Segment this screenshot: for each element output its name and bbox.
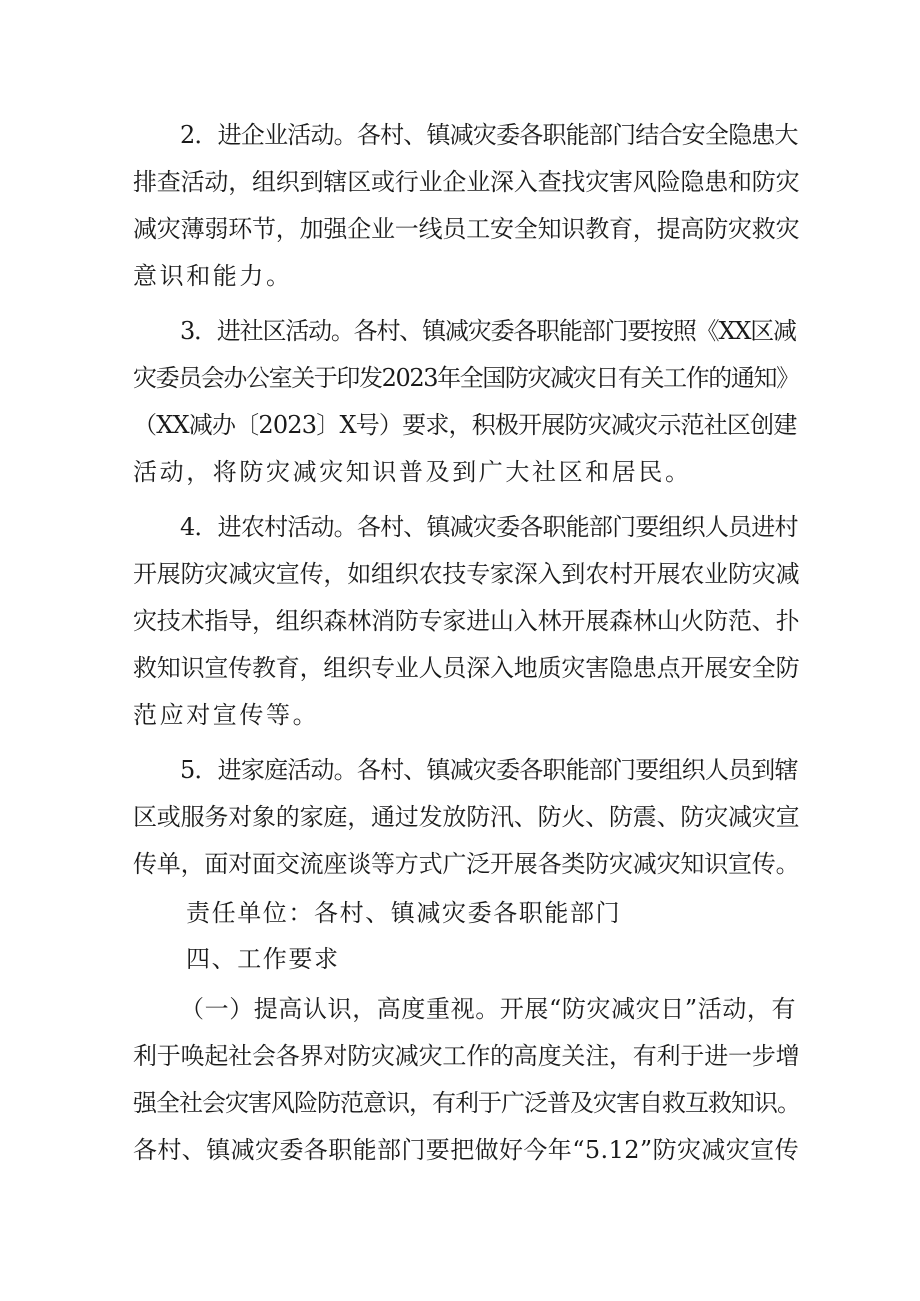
- requirement-1-line-4: 各村、镇减灾委各职能部门要把做好今年“5.12”防灾减灾宣传: [133, 1136, 799, 1164]
- requirement-1-line-1: （一）提高认识，高度重视。开展“防灾减灾日”活动，有: [180, 995, 797, 1023]
- item-2-line-1: 2．进企业活动。各村、镇减灾委各职能部门结合安全隐患大: [180, 121, 798, 149]
- item-3-line-2: 灾委员会办公室关于印发2023年全国防灾减灾日有关工作的通知》: [133, 364, 799, 392]
- item-5-line-3: 传单，面对面交流座谈等方式广泛开展各类防灾减灾知识宣传。: [133, 850, 800, 878]
- item-5-line-2: 区或服务对象的家庭，通过发放防汛、防火、防震、防灾减灾宣: [133, 803, 800, 831]
- item-4-line-3: 灾技术指导，组织森林消防专家进山入林开展森林山火防范、扑: [133, 607, 800, 635]
- item-3-line-3: （XX减办〔2023〕X号）要求，积极开展防灾减灾示范社区创建: [133, 411, 797, 439]
- section-4-heading: 四、工作要求: [186, 945, 340, 973]
- item-4-line-4: 救知识宣传教育，组织专业人员深入地质灾害隐患点开展安全防: [133, 654, 800, 682]
- item-2-line-3: 减灾薄弱环节，加强企业一线员工安全知识教育，提高防灾救灾: [133, 215, 800, 243]
- item-3-line-4: 活动，将防灾减灾知识普及到广大社区和居民。: [133, 458, 692, 486]
- item-2-line-2: 排查活动，组织到辖区或行业企业深入查找灾害风险隐患和防灾: [133, 168, 800, 196]
- requirement-1-line-3: 强全社会灾害风险防范意识，有利于广泛普及灾害自救互救知识。: [133, 1089, 800, 1117]
- item-4-line-2: 开展防灾减灾宣传，如组织农技专家深入到农村开展农业防灾减: [133, 560, 800, 588]
- item-2-line-4: 意识和能力。: [133, 262, 293, 290]
- responsible-unit-line: 责任单位：各村、镇减灾委各职能部门: [186, 899, 622, 927]
- requirement-1-line-2: 利于唤起社会各界对防灾减灾工作的高度关注，有利于进一步增: [133, 1042, 800, 1070]
- item-3-line-1: 3．进社区活动。各村、镇减灾委各职能部门要按照《XX区减: [180, 317, 796, 345]
- item-4-line-5: 范应对宣传等。: [133, 701, 320, 729]
- item-5-line-1: 5．进家庭活动。各村、镇减灾委各职能部门要组织人员到辖: [180, 756, 798, 784]
- item-4-line-1: 4．进农村活动。各村、镇减灾委各职能部门要组织人员进村: [180, 513, 798, 541]
